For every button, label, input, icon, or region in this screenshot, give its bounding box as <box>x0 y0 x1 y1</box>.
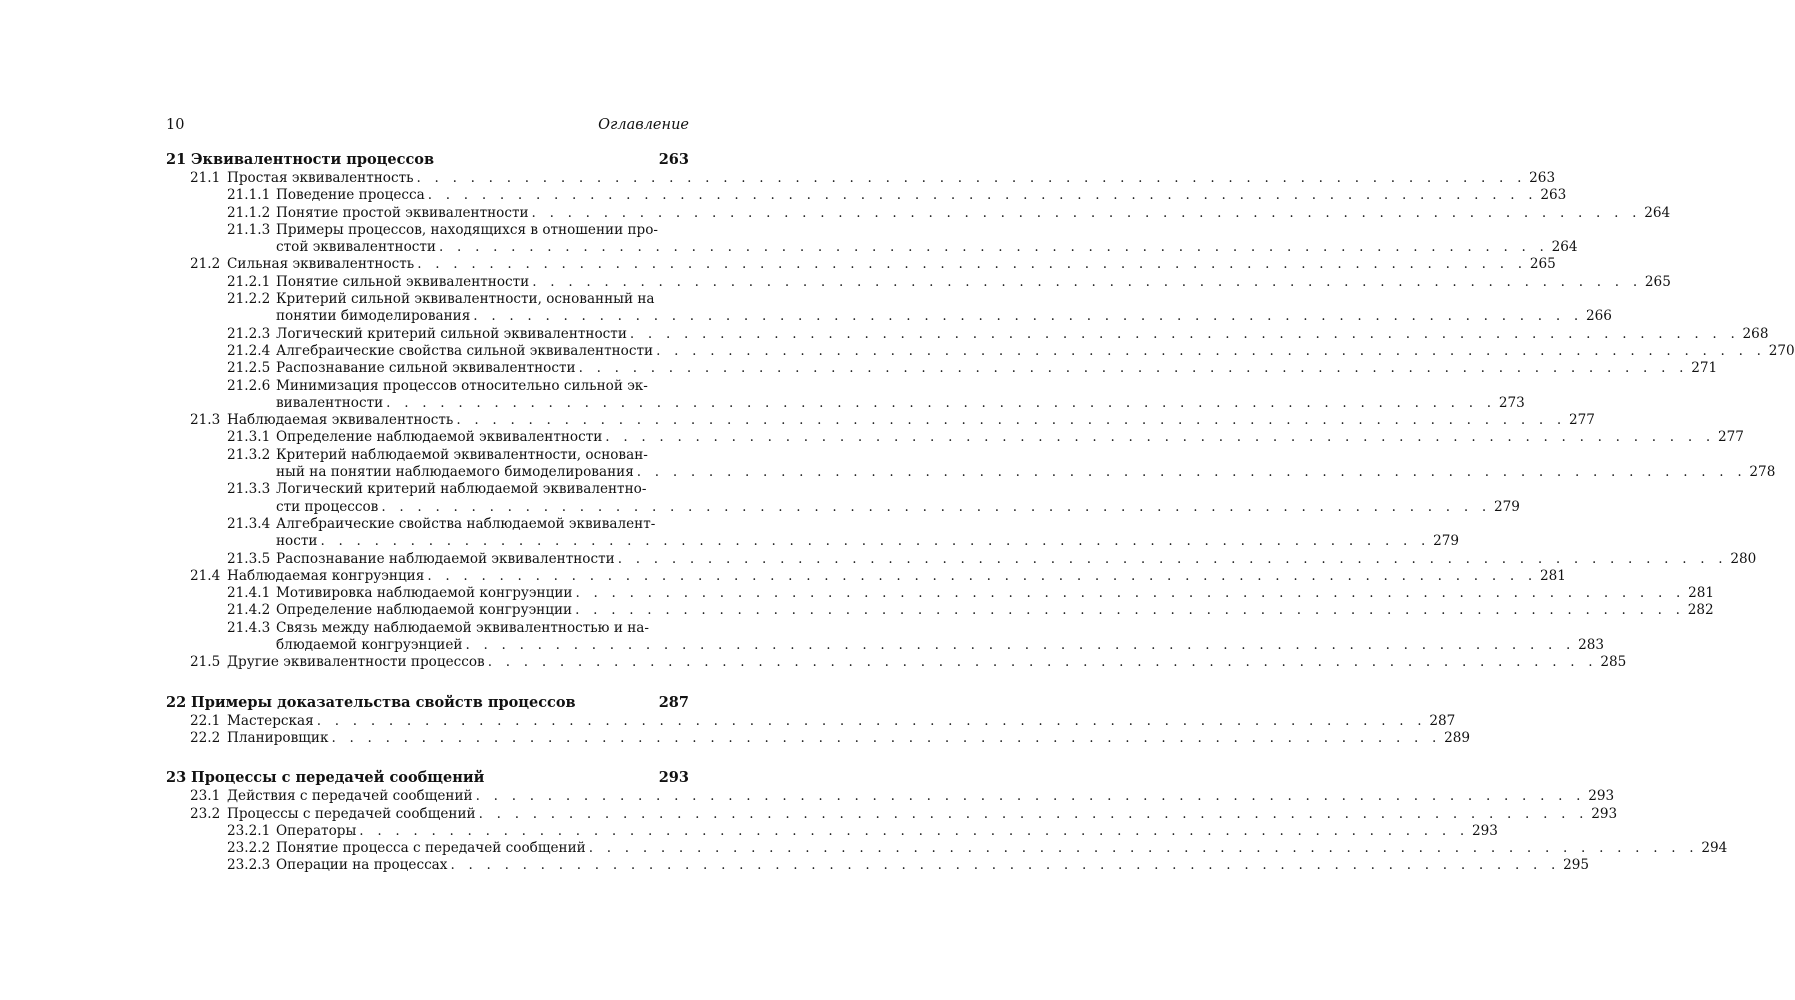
entry-title-line: Примеры процессов, находящихся в отношении про- <box>276 221 658 238</box>
toc-subsection <box>166 360 1718 377</box>
entry-page: 281 <box>1539 567 1566 584</box>
entry-number: 21.2.5 <box>227 360 271 377</box>
entry-title-last-line <box>276 551 1756 568</box>
dot-leader <box>479 806 1589 823</box>
entry-page: 280 <box>1730 550 1757 567</box>
entry-title-line: Связь между наблюдаемой эквивалентностью и на- <box>276 619 649 636</box>
entry-number: 21.2.2 <box>227 291 271 308</box>
toc-subsection <box>166 187 1567 204</box>
entry-number: 21.4.3 <box>227 619 271 636</box>
entry-title <box>227 170 1555 187</box>
entry-title-text: Логический критерий сильной эквивалентности <box>276 325 627 342</box>
entry-number: 22.2 <box>190 729 221 746</box>
entry-title-line: Логический критерий наблюдаемой эквивалентно- <box>276 481 647 498</box>
entry-title-text: блюдаемой конгруэнцией <box>276 637 463 654</box>
dot-leader <box>532 274 1642 291</box>
dot-leader <box>456 412 1566 429</box>
dot-leader <box>630 326 1740 343</box>
toc-subsection <box>166 204 1671 222</box>
entry-title-line: Алгебраические свойства наблюдаемой эквивалент- <box>276 515 656 532</box>
entry-title-text: ности <box>276 533 318 550</box>
chapter-title: Примеры доказательства свойств процессов <box>191 693 576 711</box>
entry-title-text: стой эквивалентности <box>276 239 436 256</box>
dot-leader <box>637 464 1747 481</box>
entry-title <box>227 256 1556 273</box>
entry-number: 21.3.3 <box>227 481 271 498</box>
running-title: Оглавление <box>598 117 689 133</box>
dot-leader <box>439 239 1549 256</box>
entry-title-last-line <box>276 464 1775 481</box>
entry-page: 295 <box>1563 857 1590 874</box>
entry-number: 21.3.4 <box>227 515 271 532</box>
entry-title-last-line <box>276 857 1589 874</box>
chapter-heading <box>166 769 689 788</box>
entry-title-text: Распознавание наблюдаемой эквивалентности <box>276 550 615 567</box>
toc-chapter <box>166 769 1728 874</box>
toc-section <box>166 256 1556 273</box>
dot-leader <box>656 343 1766 360</box>
dot-leader <box>320 533 1430 550</box>
page-number: 10 <box>166 117 185 133</box>
entry-title <box>276 378 1525 413</box>
entry-page: 268 <box>1742 325 1769 342</box>
entry-title-text: Процессы с передачей сообщений <box>227 805 476 822</box>
dot-leader <box>359 823 1469 840</box>
entry-title-text: Наблюдаемая эквивалентность <box>227 412 454 429</box>
entry-title-last-line <box>276 602 1714 619</box>
chapter-title: Процессы с передачей сообщений <box>191 769 485 787</box>
entry-page: 283 <box>1578 637 1605 654</box>
chapter-page: 263 <box>658 151 689 168</box>
dot-leader <box>532 205 1642 222</box>
entry-page: 266 <box>1585 308 1612 325</box>
table-of-contents <box>166 151 1795 875</box>
entry-title-text: Сильная эквивалентность <box>227 256 415 273</box>
entry-page: 263 <box>1529 170 1556 186</box>
dot-leader <box>428 187 1538 204</box>
entry-title-text: Другие эквивалентности процессов <box>227 654 485 671</box>
dot-leader <box>427 568 1537 585</box>
running-header <box>166 117 689 133</box>
entry-number: 23.2.3 <box>227 857 271 874</box>
toc-subsection <box>166 822 1498 840</box>
entry-title <box>276 429 1744 446</box>
entry-title-text: Понятие процесса с передачей сообщений <box>276 840 586 857</box>
toc-section <box>166 712 1456 730</box>
entry-title-text: Понятие простой эквивалентности <box>276 204 529 221</box>
entry-title <box>276 602 1714 619</box>
entry-page: 273 <box>1498 394 1525 411</box>
entry-title-last-line <box>276 274 1671 291</box>
toc-subsection <box>166 291 1612 326</box>
toc-section <box>166 805 1618 823</box>
dot-leader <box>465 637 1575 654</box>
entry-title-last-line <box>276 823 1498 840</box>
dot-leader <box>476 788 1586 805</box>
entry-title-last-line <box>227 730 1470 747</box>
dot-leader <box>473 308 1583 325</box>
entry-number: 21.3.2 <box>227 446 271 463</box>
entry-page: 270 <box>1768 342 1795 359</box>
entry-title <box>227 568 1566 585</box>
chapter-number: 22 <box>166 693 187 711</box>
entry-number: 21.3.5 <box>227 550 271 567</box>
entry-number: 21.2.4 <box>227 342 271 359</box>
entry-page: 264 <box>1551 239 1578 256</box>
entry-page: 265 <box>1529 256 1556 273</box>
entry-title-line: Критерий наблюдаемой эквивалентности, основан- <box>276 446 648 463</box>
entry-title-text: Наблюдаемая конгруэнция <box>227 567 425 584</box>
entry-title-text: ный на понятии наблюдаемого бимоделирования <box>276 464 634 481</box>
entry-number: 21.2.3 <box>227 325 271 342</box>
entry-title-last-line <box>276 326 1768 343</box>
dot-leader <box>450 857 1560 874</box>
dot-leader <box>579 360 1689 377</box>
toc-section <box>166 729 1471 747</box>
entry-title-last-line <box>227 713 1455 730</box>
entry-title <box>227 788 1614 805</box>
dot-leader <box>331 730 1441 747</box>
entry-number: 21.4.2 <box>227 602 271 619</box>
entry-number: 21.4 <box>190 567 221 584</box>
entry-title-last-line <box>227 654 1626 671</box>
entry-title <box>276 360 1717 377</box>
dot-leader <box>575 585 1685 602</box>
toc-subsection <box>166 550 1757 568</box>
chapter-number: 23 <box>166 769 187 787</box>
entry-title-text: Простая эквивалентность <box>227 170 414 186</box>
toc-subsection <box>166 446 1776 482</box>
chapter-page: 287 <box>658 693 689 711</box>
entry-number: 21.2.6 <box>227 377 271 394</box>
toc-section <box>166 654 1627 671</box>
entry-title-last-line <box>227 788 1614 805</box>
entry-title <box>227 713 1455 730</box>
entry-number: 21.2.1 <box>227 273 271 290</box>
entry-title-last-line <box>276 585 1714 602</box>
entry-number: 23.2 <box>190 805 221 822</box>
chapter-heading <box>166 151 689 170</box>
entry-title-last-line <box>276 637 1604 654</box>
entry-title <box>276 222 1578 257</box>
entry-title-last-line <box>276 239 1578 256</box>
entry-page: 278 <box>1749 464 1776 481</box>
entry-title <box>227 412 1595 429</box>
entry-number: 21.5 <box>190 654 221 671</box>
entry-page: 293 <box>1471 822 1498 839</box>
entry-title-last-line <box>227 806 1617 823</box>
entry-page: 287 <box>1429 712 1456 729</box>
dot-leader <box>488 654 1598 671</box>
toc-subsection <box>166 515 1460 551</box>
entry-title <box>227 806 1617 823</box>
entry-page: 279 <box>1433 533 1460 550</box>
entry-number: 21.1.1 <box>227 187 271 204</box>
entry-title-text: Операторы <box>276 822 357 839</box>
dot-leader <box>386 395 1496 412</box>
entry-page: 282 <box>1687 602 1714 619</box>
toc-subsection <box>166 585 1715 602</box>
entry-title-last-line <box>276 205 1670 222</box>
toc-section <box>166 567 1566 585</box>
entry-title-text: Операции на процессах <box>276 857 448 874</box>
entry-page: 289 <box>1444 729 1471 746</box>
toc-subsection <box>166 342 1795 360</box>
entry-title-text: Поведение процесса <box>276 187 425 204</box>
entry-title-last-line <box>276 840 1727 857</box>
entry-title <box>276 447 1775 482</box>
entry-title <box>276 343 1795 360</box>
entry-number: 21.3 <box>190 412 221 429</box>
toc-subsection <box>166 857 1590 874</box>
chapter-number: 21 <box>166 151 187 168</box>
toc-section <box>166 412 1595 429</box>
entry-number: 23.1 <box>190 788 221 805</box>
chapter-title: Эквивалентности процессов <box>191 151 435 168</box>
entry-page: 263 <box>1540 187 1567 204</box>
toc-subsection <box>166 325 1769 343</box>
entry-title <box>276 274 1671 291</box>
toc-chapter <box>166 151 1795 672</box>
toc-subsection <box>166 221 1578 257</box>
entry-title <box>227 654 1626 671</box>
entry-title-last-line <box>276 499 1520 516</box>
entry-title <box>276 551 1756 568</box>
entry-page: 293 <box>1588 788 1615 805</box>
toc-section <box>166 788 1615 805</box>
entry-page: 271 <box>1691 360 1718 377</box>
entry-title <box>276 516 1459 551</box>
toc-subsection <box>166 377 1525 413</box>
entry-title <box>276 187 1566 204</box>
toc-subsection <box>166 481 1520 516</box>
dot-leader <box>417 256 1527 273</box>
entry-title <box>276 326 1768 343</box>
toc-chapter <box>166 693 1471 748</box>
toc-subsection <box>166 840 1728 857</box>
entry-title-line: Критерий сильной эквивалентности, основанный на <box>276 291 655 308</box>
entry-page: 281 <box>1688 585 1715 602</box>
entry-number: 21.2 <box>190 256 221 273</box>
entry-title-text: сти процессов <box>276 498 379 515</box>
entry-page: 265 <box>1644 273 1671 290</box>
entry-title <box>276 620 1604 655</box>
entry-number: 21.4.1 <box>227 585 271 602</box>
entry-title-text: Понятие сильной эквивалентности <box>276 273 530 290</box>
entry-page: 264 <box>1644 204 1671 221</box>
entry-title <box>276 857 1589 874</box>
entry-page: 277 <box>1568 412 1595 429</box>
dot-leader <box>618 551 1728 568</box>
entry-number: 23.2.1 <box>227 822 271 839</box>
toc-subsection <box>166 273 1671 291</box>
entry-number: 21.1.2 <box>227 204 271 221</box>
entry-title <box>276 291 1612 326</box>
entry-number: 21.3.1 <box>227 429 271 446</box>
dot-leader <box>317 713 1427 730</box>
dot-leader <box>589 840 1699 857</box>
dot-leader <box>417 170 1527 187</box>
entry-title-text: Действия с передачей сообщений <box>227 788 473 805</box>
entry-page: 285 <box>1600 654 1627 671</box>
entry-number: 21.1.3 <box>227 221 271 238</box>
toc-subsection <box>166 429 1744 446</box>
entry-title <box>227 730 1470 747</box>
entry-title-line: Минимизация процессов относительно сильной эк- <box>276 377 648 394</box>
entry-page: 277 <box>1717 429 1744 446</box>
dot-leader <box>575 602 1685 619</box>
entry-number: 23.2.2 <box>227 840 271 857</box>
entry-title-last-line <box>276 187 1566 204</box>
entry-page: 279 <box>1493 498 1520 515</box>
chapter-heading <box>166 694 689 713</box>
entry-number: 22.1 <box>190 712 221 729</box>
entry-title <box>276 840 1727 857</box>
entry-title-text: Планировщик <box>227 729 329 746</box>
chapter-page: 293 <box>658 769 689 787</box>
toc-section <box>166 170 1556 187</box>
entry-page: 293 <box>1591 805 1618 822</box>
dot-leader <box>381 499 1491 516</box>
entry-title <box>276 823 1498 840</box>
entry-title-text: Определение наблюдаемой конгруэнции <box>276 602 573 619</box>
entry-title-last-line <box>227 568 1566 585</box>
entry-title <box>276 481 1520 516</box>
entry-title-last-line <box>276 429 1744 446</box>
entry-title-text: вивалентности <box>276 394 384 411</box>
entry-title-last-line <box>276 533 1459 550</box>
entry-title-last-line <box>227 412 1595 429</box>
entry-title-text: понятии бимоделирования <box>276 308 471 325</box>
entry-title-text: Определение наблюдаемой эквивалентности <box>276 429 603 446</box>
entry-title <box>276 585 1714 602</box>
entry-title <box>276 205 1670 222</box>
entry-title-last-line <box>276 308 1612 325</box>
entry-title-text: Распознавание сильной эквивалентности <box>276 360 576 377</box>
entry-title-last-line <box>227 170 1555 187</box>
entry-title-text: Мотивировка наблюдаемой конгруэнции <box>276 585 573 602</box>
toc-subsection <box>166 619 1605 655</box>
entry-title-last-line <box>276 395 1525 412</box>
entry-title-last-line <box>276 360 1717 377</box>
dot-leader <box>605 429 1715 446</box>
entry-title-last-line <box>227 256 1556 273</box>
entry-title-text: Мастерская <box>227 712 314 729</box>
entry-number: 21.1 <box>190 170 221 186</box>
toc-subsection <box>166 602 1714 619</box>
entry-title-last-line <box>276 343 1795 360</box>
entry-page: 294 <box>1701 840 1728 857</box>
entry-title-text: Алгебраические свойства сильной эквивалентности <box>276 342 654 359</box>
